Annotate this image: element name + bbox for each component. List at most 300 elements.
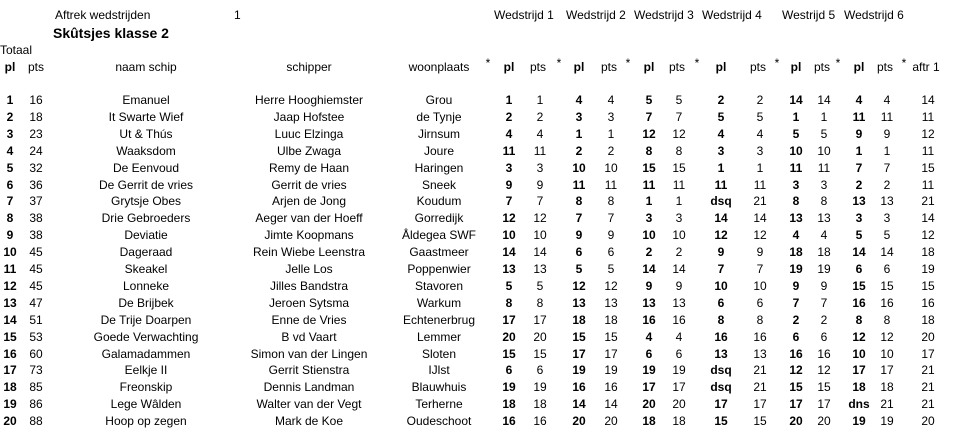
table-row [0,210,960,227]
race-3-points: 7 [675,109,683,124]
row-skipper: Gerrit Stienstra [268,363,350,378]
row-hometown: Åldegea SWF [401,228,477,243]
race-1-place: 5 [505,278,513,293]
race-3-place: 7 [645,109,653,124]
race-5-place: 12 [789,363,803,378]
race-4-points: 11 [753,177,767,192]
col-header-race-6-pts: pts [876,60,893,74]
col-header-star-1: * [485,56,491,70]
row-ship-name: Lege Wâlden [110,397,182,412]
row-points: 32 [29,160,43,175]
race-3-place: 5 [645,93,653,107]
row-hometown: Echtenerbrug [402,312,476,327]
row-skipper: Ulbe Zwaga [276,143,342,158]
race-1-place: 7 [505,194,513,209]
race-1-place: 12 [502,211,516,226]
race-6-points: 8 [883,312,891,327]
row-place: 8 [6,211,14,226]
table-row [0,379,960,396]
wedstrijd-6-header: Wedstrijd 6 [844,8,904,22]
row-skipper: Jeroen Sytsma [268,295,350,310]
race-4-points: 7 [756,262,764,276]
race-3-points: 18 [672,414,686,429]
race-4-points: 9 [756,245,764,260]
row-place: 14 [3,312,17,327]
row-aftrek: 15 [921,278,935,293]
row-aftrek: 15 [921,160,935,175]
race-4-points: 5 [756,109,764,124]
row-points: 45 [29,262,43,276]
race-2-place: 1 [575,126,583,141]
row-points: 18 [29,109,43,124]
race-6-place: 6 [855,262,863,276]
race-2-points: 14 [604,397,618,412]
race-6-points: 21 [880,397,894,412]
race-4-points: 17 [753,397,767,412]
race-2-place: 15 [572,329,586,344]
race-4-points: 13 [753,346,767,361]
row-place: 17 [3,363,17,378]
totaal-label: Totaal [0,43,33,57]
col-header-race-4-pl: pl [715,60,727,74]
race-3-points: 8 [675,143,683,158]
race-4-points: 21 [753,363,767,378]
race-6-place: 10 [852,346,866,361]
race-5-place: 13 [789,211,803,226]
race-3-place: 18 [642,414,656,429]
race-2-points: 10 [604,160,618,175]
race-2-points: 9 [607,228,615,243]
row-points: 36 [29,177,43,192]
race-3-place: 20 [642,397,656,412]
race-3-points: 6 [675,346,683,361]
race-5-points: 6 [820,329,828,344]
row-skipper: Enne de Vries [271,312,347,327]
race-3-place: 3 [645,211,653,226]
race-1-place: 14 [502,245,516,260]
race-4-place: 4 [717,126,725,141]
race-5-place: 15 [789,380,803,395]
race-2-place: 11 [572,177,586,192]
aftrek-label: Aftrek wedstrijden [55,8,151,22]
row-points: 16 [29,93,43,107]
race-4-place: dsq [710,194,732,209]
race-3-points: 15 [672,160,686,175]
row-place: 12 [3,278,17,293]
race-1-place: 16 [502,414,516,429]
row-aftrek: 12 [921,126,935,141]
table-row [0,396,960,413]
race-5-points: 12 [817,363,831,378]
row-aftrek: 21 [921,363,935,378]
race-4-points: 21 [753,194,767,209]
row-hometown: Sneek [421,177,457,192]
race-1-points: 2 [536,109,544,124]
race-4-place: dsq [710,380,732,395]
race-3-points: 4 [675,329,683,344]
race-4-place: 13 [714,346,728,361]
race-3-points: 16 [672,312,686,327]
row-points: 53 [29,329,43,344]
race-6-points: 5 [883,228,891,243]
race-4-place: 8 [717,312,725,327]
row-points: 73 [29,363,43,378]
table-row [0,413,960,430]
race-6-place: 7 [855,160,863,175]
table-row [0,295,960,312]
row-place: 6 [6,177,14,192]
race-1-points: 12 [533,211,547,226]
race-1-points: 5 [536,278,544,293]
row-aftrek: 21 [921,397,935,412]
race-5-place: 17 [789,397,803,412]
race-3-place: 8 [645,143,653,158]
race-6-place: 5 [855,228,863,243]
row-hometown: Warkum [416,295,462,310]
row-place: 19 [3,397,17,412]
row-hometown: Gorredijk [414,211,464,226]
race-3-points: 13 [672,295,686,310]
race-4-place: 2 [717,93,725,107]
row-ship-name: Hoop op zegen [105,414,187,429]
row-ship-name: Galamadammen [101,346,191,361]
race-5-place: 20 [789,414,803,429]
race-2-place: 2 [575,143,583,158]
race-6-points: 9 [883,126,891,141]
row-skipper: Walter van der Vegt [256,397,362,412]
race-5-points: 3 [820,177,828,192]
race-2-place: 17 [572,346,586,361]
col-header-pl: pl [4,60,16,74]
table-row [0,312,960,329]
aftrek-value: 1 [234,8,241,22]
row-aftrek: 18 [921,245,935,260]
row-ship-name: Drie Gebroeders [101,211,191,226]
race-2-points: 4 [607,93,615,107]
row-ship-name: Lonneke [122,278,170,293]
race-3-place: 2 [645,245,653,260]
race-6-place: 15 [852,278,866,293]
race-5-points: 15 [817,380,831,395]
race-4-points: 2 [756,93,764,107]
race-5-place: 14 [789,93,803,107]
table-row [0,92,960,109]
row-aftrek: 21 [921,194,935,209]
race-1-place: 20 [502,329,516,344]
race-6-place: 16 [852,295,866,310]
race-1-place: 2 [505,109,513,124]
race-2-place: 3 [575,109,583,124]
race-1-points: 11 [533,143,547,158]
race-3-place: 14 [642,262,656,276]
race-2-points: 1 [607,126,615,141]
race-6-points: 17 [880,363,894,378]
race-2-place: 4 [575,93,583,107]
race-4-place: 1 [717,160,725,175]
col-header-race-5-pts: pts [813,60,830,74]
race-4-place: dsq [710,363,732,378]
row-skipper: Jilles Bandstra [269,278,349,293]
race-2-place: 13 [572,295,586,310]
row-points: 45 [29,278,43,293]
table-row [0,193,960,210]
col-header-aftr: aftr 1 [912,60,940,74]
race-5-place: 3 [792,177,800,192]
race-2-points: 20 [604,414,618,429]
race-4-place: 16 [714,329,728,344]
table-row [0,109,960,126]
race-3-points: 20 [672,397,686,412]
race-1-place: 3 [505,160,513,175]
row-place: 20 [3,414,17,429]
race-5-points: 2 [820,312,828,327]
race-5-place: 6 [792,329,800,344]
race-5-points: 10 [817,143,831,158]
row-ship-name: Ut & Thús [119,126,173,141]
row-ship-name: De Brijbek [118,295,174,310]
race-3-place: 17 [642,380,656,395]
race-4-points: 6 [756,295,764,310]
row-skipper: Gerrit de vries [271,177,347,192]
race-5-place: 16 [789,346,803,361]
race-2-place: 9 [575,228,583,243]
row-place: 18 [3,380,17,395]
race-5-place: 7 [792,295,800,310]
race-2-place: 14 [572,397,586,412]
row-skipper: Simon van der Lingen [250,346,368,361]
race-6-points: 11 [880,109,894,124]
race-6-points: 6 [883,262,891,276]
row-hometown: Stavoren [414,278,464,293]
col-header-race-3-pts: pts [668,60,685,74]
race-5-points: 13 [817,211,831,226]
row-aftrek: 17 [921,346,935,361]
race-6-points: 19 [880,414,894,429]
row-hometown: Haringen [414,160,464,175]
race-1-points: 6 [536,363,544,378]
race-1-points: 20 [533,329,547,344]
race-1-place: 1 [505,93,513,107]
row-skipper: Luuc Elzinga [274,126,344,141]
race-2-points: 11 [604,177,618,192]
race-6-place: 3 [855,211,863,226]
row-hometown: Jirnsum [417,126,460,141]
table-row [0,346,960,363]
row-skipper: Rein Wiebe Leenstra [252,245,366,260]
race-4-place: 9 [717,245,725,260]
race-2-points: 12 [604,278,618,293]
race-4-place: 3 [717,143,725,158]
race-4-points: 12 [753,228,767,243]
row-hometown: Lemmer [416,329,461,344]
race-3-points: 19 [672,363,686,378]
race-5-place: 18 [789,245,803,260]
row-points: 38 [29,211,43,226]
race-1-place: 11 [502,143,516,158]
race-3-points: 2 [675,245,683,260]
race-3-place: 12 [642,126,656,141]
table-row [0,329,960,346]
row-skipper: Jimte Koopmans [264,228,354,243]
race-5-points: 4 [820,228,828,243]
race-4-place: 7 [717,262,725,276]
race-2-place: 18 [572,312,586,327]
race-2-place: 5 [575,262,583,276]
col-header-race-6-pl: pl [853,60,865,74]
race-3-place: 19 [642,363,656,378]
race-3-place: 16 [642,312,656,327]
row-place: 5 [6,160,14,175]
race-1-place: 18 [502,397,516,412]
race-6-place: 11 [852,109,866,124]
row-points: 23 [29,126,43,141]
race-5-place: 2 [792,312,800,327]
race-1-points: 15 [533,346,547,361]
race-6-points: 12 [880,329,894,344]
race-2-points: 2 [607,143,615,158]
row-hometown: Terherne [415,397,463,412]
race-6-points: 3 [883,211,891,226]
row-place: 4 [6,143,14,158]
row-ship-name: Deviatie [124,228,168,243]
row-skipper: Jaap Hofstee [273,109,345,124]
race-1-points: 13 [533,262,547,276]
col-header-naam-schip: naam schip [115,60,177,74]
race-1-place: 6 [505,363,513,378]
race-6-points: 18 [880,380,894,395]
race-2-place: 12 [572,278,586,293]
race-3-place: 15 [642,160,656,175]
row-skipper: Remy de Haan [268,160,350,175]
race-2-points: 18 [604,312,618,327]
race-1-place: 13 [502,262,516,276]
row-points: 37 [29,194,43,209]
row-skipper: Mark de Koe [274,414,344,429]
row-aftrek: 11 [921,109,935,124]
row-aftrek: 16 [921,295,935,310]
race-5-points: 19 [817,262,831,276]
col-header-pts: pts [27,60,44,74]
race-2-place: 20 [572,414,586,429]
row-points: 86 [29,397,43,412]
table-row [0,261,960,278]
col-header-woonplaats: woonplaats [408,60,470,74]
row-place: 11 [3,262,17,276]
race-3-points: 9 [675,278,683,293]
race-6-points: 2 [883,177,891,192]
race-3-place: 10 [642,228,656,243]
race-2-points: 17 [604,346,618,361]
col-header-star-3: * [625,56,631,70]
race-5-place: 5 [792,126,800,141]
race-6-points: 13 [880,194,894,209]
race-6-place: 18 [852,380,866,395]
race-1-points: 7 [536,194,544,209]
race-3-points: 14 [672,262,686,276]
race-1-points: 4 [536,126,544,141]
race-6-place: 14 [852,245,866,260]
race-5-place: 10 [789,143,803,158]
table-row [0,126,960,143]
row-ship-name: De Gerrit de vries [98,177,194,192]
race-1-points: 8 [536,295,544,310]
row-points: 85 [29,380,43,395]
race-4-points: 21 [753,380,767,395]
row-skipper: Dennis Landman [263,380,355,395]
race-6-place: dns [848,397,870,412]
race-5-place: 9 [792,278,800,293]
col-header-race-1-pl: pl [503,60,515,74]
col-header-race-2-pl: pl [573,60,585,74]
row-aftrek: 14 [921,93,935,107]
race-6-place: 4 [855,93,863,107]
wedstrijd-2-header: Wedstrijd 2 [566,8,626,22]
row-ship-name: Waaksdom [116,143,176,158]
row-place: 15 [3,329,17,344]
race-6-place: 8 [855,312,863,327]
race-1-place: 15 [502,346,516,361]
race-2-points: 13 [604,295,618,310]
race-6-points: 16 [880,295,894,310]
row-hometown: Poppenwier [407,262,471,276]
race-1-points: 10 [533,228,547,243]
row-hometown: Oudeschoot [406,414,472,429]
race-6-points: 7 [883,160,891,175]
row-ship-name: Eelkje II [124,363,168,378]
wedstrijd-1-header: Wedstrijd 1 [494,8,554,22]
row-place: 16 [3,346,17,361]
row-aftrek: 19 [921,262,935,276]
race-4-points: 14 [753,211,767,226]
row-place: 3 [6,126,14,141]
race-1-place: 17 [502,312,516,327]
race-1-place: 8 [505,295,513,310]
col-header-schipper: schipper [286,60,332,74]
race-6-points: 14 [880,245,894,260]
race-5-points: 5 [820,126,828,141]
race-3-place: 4 [645,329,653,344]
row-ship-name: Goede Verwachting [93,329,199,344]
race-3-place: 9 [645,278,653,293]
row-points: 60 [29,346,43,361]
row-place: 7 [6,194,14,209]
col-header-star-7: * [901,56,907,70]
column-header-row [0,56,960,76]
race-5-points: 14 [817,93,831,107]
wedstrijd-5-header: Westrijd 5 [782,8,836,22]
race-1-points: 17 [533,312,547,327]
race-6-place: 17 [852,363,866,378]
table-row [0,227,960,244]
race-1-place: 9 [505,177,513,192]
race-2-points: 7 [607,211,615,226]
race-3-points: 12 [672,126,686,141]
race-3-place: 13 [642,295,656,310]
row-aftrek: 20 [921,329,935,344]
row-points: 88 [29,414,43,429]
row-skipper: Herre Hooghiemster [254,93,364,107]
race-1-place: 10 [502,228,516,243]
row-aftrek: 20 [921,414,935,429]
col-header-race-1-pts: pts [529,60,546,74]
row-ship-name: Freonskip [119,380,173,395]
race-3-points: 11 [672,177,686,192]
race-2-place: 10 [572,160,586,175]
wedstrijd-4-header: Wedstrijd 4 [702,8,762,22]
col-header-race-3-pl: pl [643,60,655,74]
row-aftrek: 11 [921,143,935,158]
race-6-place: 19 [852,414,866,429]
